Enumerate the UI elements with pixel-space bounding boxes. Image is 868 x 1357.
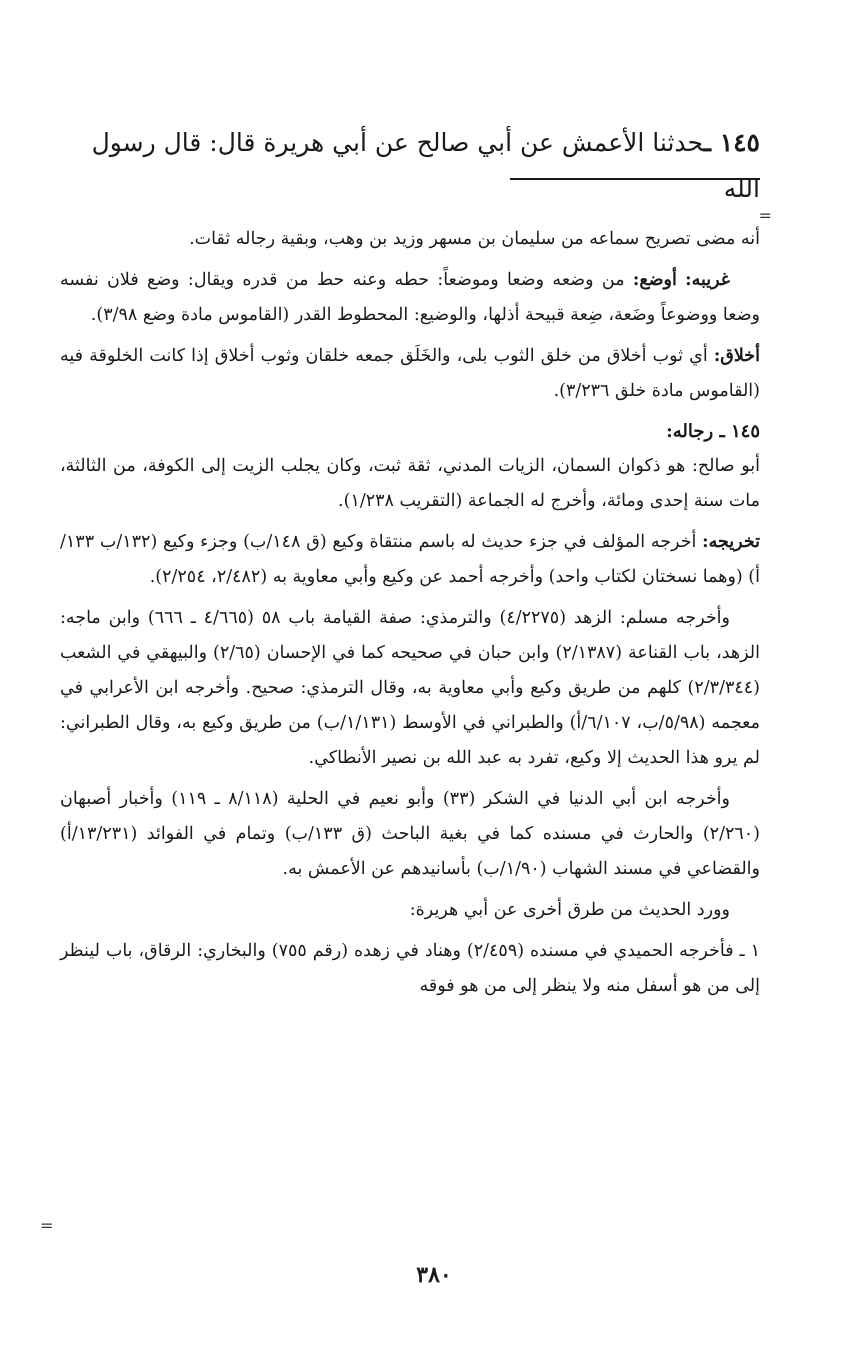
hadith-block bbox=[60, 120, 760, 212]
takhrij-paragraph-3: وورد الحديث من طرق أخرى عن أبي هريرة: bbox=[409, 900, 730, 920]
akhlaq-entry bbox=[60, 339, 760, 409]
akhlaq-word: أخلاق: bbox=[713, 346, 760, 366]
gharib-label: غريبه: bbox=[685, 270, 730, 290]
rijal-heading: ١٤٥ ـ رجاله: bbox=[666, 421, 760, 442]
page-number: ٣٨٠ bbox=[416, 1262, 452, 1288]
footnote-separator bbox=[510, 178, 760, 180]
hadith-line bbox=[60, 120, 760, 212]
takhrij-text: أخرجه المؤلف في جزء حديث له باسم منتقاة وكيع (ق ١٤٨/ب) وجزء وكيع (١٣٢/ب ١٣٣/أ) (وهما نسختان لكتاب واحد) وأخرجه أحمد عن وكيع وأبي معاوية به (٢/٤٨٢، ٢/٢٥٤). bbox=[60, 532, 760, 587]
gharib-word: أوضع: bbox=[632, 270, 677, 290]
footnote-continuation: أنه مضى تصريح سماعه من سليمان بن مسهر وزيد بن وهب، وبقية رجاله ثقات. bbox=[189, 229, 760, 249]
hadith-text: حدثنا الأعمش عن أبي صالح عن أبي هريرة قال: قال رسول الله bbox=[91, 128, 760, 203]
continuation-mark-top: = bbox=[758, 206, 772, 225]
takhrij-entry bbox=[60, 525, 760, 595]
takhrij-paragraph-1: وأخرجه مسلم: الزهد (٤/٢٢٧٥) والترمذي: صفة القيامة باب ٥٨ (٤/٦٦٥ ـ ٦٦٦) وابن ماجه: الزهد، باب القناعة (٢/١٣٨٧) وابن حبان في صحيحه كما في الإحسان (٢/٦٥) والبيهقي في الشعب (٢/٣/٣٤٤) كلهم من طريق وكيع وأبي معاوية به، وقال الترمذي: صحيح. وأخرجه ابن الأعرابي في معجمه (٥/٩٨/ب، ٦/١٠٧/أ) والطبراني في الأوسط (١/١٣١/ب) من طريق وكيع به، وقال الطبراني: لم يرو هذا الحديث إلا وكيع، تفرد به عبد الله بن نصير الأنطاكي. bbox=[60, 608, 760, 768]
continuation-mark-bottom: = bbox=[40, 1216, 54, 1235]
abu-salih-label: أبو صالح: bbox=[691, 456, 760, 476]
takhrij-paragraph-2: وأخرجه ابن أبي الدنيا في الشكر (٣٣) وأبو نعيم في الحلية (٨/١١٨ ـ ١١٩) وأخبار أصبهان (٢/٢٦٠) والحارث في مسنده كما في بغية الباحث (ق ١٣٣/ب) وتمام في الفوائد (١٣/٢٣١/أ) والقضاعي في مسند الشهاب (١/٩٠/ب) بأسانيدهم عن الأعمش به. bbox=[60, 789, 760, 879]
takhrij-paragraph-4: ١ ـ فأخرجه الحميدي في مسنده (٢/٤٥٩) وهناد في زهده (رقم ٧٥٥) والبخاري: الرقاق، باب لينظر إلى من هو أسفل منه ولا ينظر إلى من هو فوقه bbox=[60, 941, 760, 996]
page-body bbox=[60, 120, 760, 1010]
abu-salih-entry bbox=[60, 449, 760, 519]
gharib-entry bbox=[60, 263, 760, 333]
abu-salih-text: هو ذكوان السمان، الزيات المدني، ثقة ثبت، وكان يجلب الزيت إلى الكوفة، من الثالثة، مات سنة إحدى ومائة، وأخرج له الجماعة (التقريب ١/٢٣٨). bbox=[60, 456, 760, 511]
hadith-number: ١٤٥ ـ bbox=[703, 128, 760, 157]
gharib-text: من وضعه وضعا وموضعاً: حطه وعنه حط من قدره ويقال: وضع فلان نفسه وضعا ووضوعاً وضَعة، ضِعة قبيحة أذلها، والوضيع: المحطوط القدر (القاموس مادة وضع ٣/٩٨). bbox=[60, 270, 760, 325]
takhrij-label: تخريجه: bbox=[702, 532, 760, 552]
akhlaq-text: أي ثوب أخلاق من خلق الثوب بلى، والخَلَق جمعه خلقان وثوب أخلاق إذا كانت الخلوقة فيه (القاموس مادة خلق ٣/٢٣٦). bbox=[60, 346, 760, 401]
